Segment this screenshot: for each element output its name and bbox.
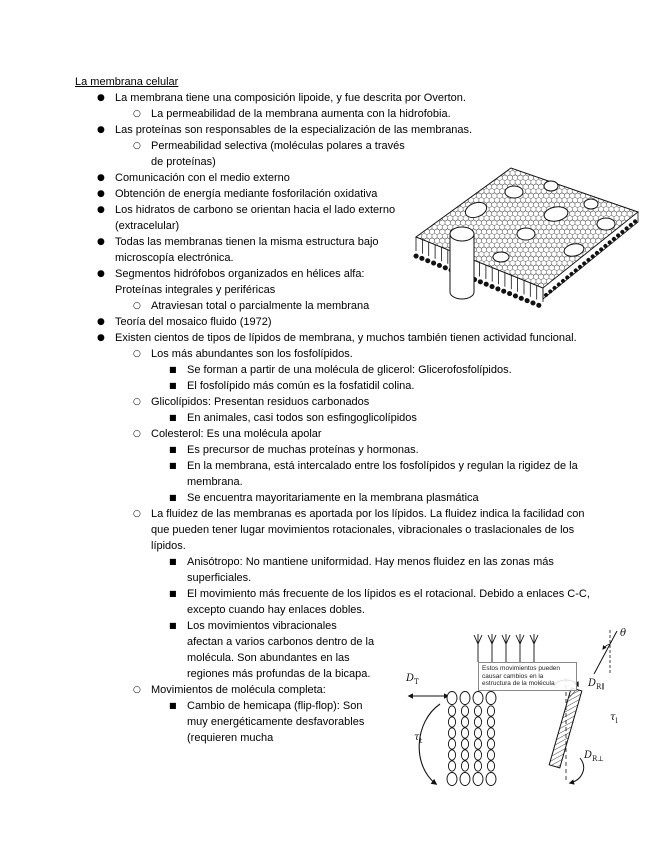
bullet-icon: ■: [169, 365, 177, 374]
bullet-icon: ●: [97, 237, 105, 247]
list-item-text: Los más abundantes son los fosfolípidos.: [151, 348, 353, 360]
rod-molecule: [549, 688, 582, 768]
list-item: [75, 682, 375, 698]
list-item: [75, 186, 405, 202]
bullet-icon: ○: [133, 109, 141, 119]
bullet-icon: ■: [169, 557, 177, 566]
list-item-text: En animales, casi todos son esfingoglicolípidos: [187, 412, 417, 424]
list-item: [75, 122, 595, 138]
list-item-text: Glicolípidos: Presentan residuos carbonados: [151, 396, 370, 408]
list-item-text: Todas las membranas tienen la misma estructura bajo microscopía electrónica.: [115, 236, 379, 264]
list-item-text: Los hidratos de carbono se orientan hacia el lado externo (extracelular): [115, 204, 396, 232]
list-item-text: Los movimientos vibracionales afectan a varios carbonos dentro de la molécula. Son abundantes en las regiones más profundas de la bicapa.: [187, 620, 375, 680]
list-item: [75, 554, 595, 586]
list-item-text: Colesterol: Es una molécula apolar: [151, 428, 322, 440]
list-item-text: El movimiento más frecuente de los lípidos es el rotacional. Debido a enlaces C-C, excepto cuando hay enlaces dobles.: [187, 588, 590, 616]
list-item: [75, 490, 595, 506]
list-item-text: Cambio de hemicapa (flip-flop): Son muy energéticamente desfavorables (requieren mucha: [187, 700, 365, 744]
bullet-icon: ●: [97, 173, 105, 183]
bullet-icon: ■: [169, 461, 177, 470]
list-item-text: La permeabilidad de la membrana aumenta con la hidrofobia.: [151, 108, 451, 120]
list-item: [75, 90, 595, 106]
bullet-icon: ○: [133, 349, 141, 359]
list-item: [75, 698, 367, 746]
list-item-text: En la membrana, está intercalado entre los fosfolípidos y regulan la rigidez de la membrana.: [187, 460, 578, 488]
bullet-icon: ■: [169, 701, 177, 710]
list-item: [75, 138, 405, 170]
bullet-icon: ■: [169, 589, 177, 598]
list-item: [75, 202, 405, 234]
list-item-text: Teoría del mosaico fluido (1972): [115, 316, 272, 328]
label-tau-t: $\tau_t$: [414, 732, 423, 745]
bullet-icon: ○: [133, 685, 141, 695]
list-item: [75, 442, 595, 458]
list-item: [75, 106, 595, 122]
list-item-text: Movimientos de molécula completa:: [151, 684, 326, 696]
list-item-text: El fosfolípido más común es la fosfatidil colina.: [187, 380, 415, 392]
headgroup-combs: [474, 634, 538, 662]
list-item: [75, 586, 595, 618]
list-item-text: Comunicación con el medio externo: [115, 172, 290, 184]
list-item-text: Las proteínas son responsables de la especialización de las membranas.: [115, 124, 473, 136]
list-item: [75, 394, 595, 410]
list-item: [75, 170, 405, 186]
list-item-text: Obtención de energía mediante fosforilación oxidativa: [115, 188, 378, 200]
lipid-movements-figure: [404, 626, 648, 808]
list-item-text: Anisótropo: No mantiene uniformidad. Hay menos fluidez en las zonas más superficiales.: [187, 556, 554, 584]
list-item: [75, 426, 595, 442]
list-item: [75, 346, 595, 362]
bullet-icon: ○: [133, 141, 141, 151]
list-item: [75, 458, 595, 490]
list-item: [75, 618, 375, 682]
list-item-text: Se encuentra mayoritariamente en la membrana plasmática: [187, 492, 479, 504]
list-item-text: Existen cientos de tipos de lípidos de membrana, y muchos también tienen actividad funcional.: [115, 332, 577, 344]
list-item-text: La fluidez de las membranas es aportada por los lípidos. La fluidez indica la facilidad con que pueden tener lugar movimientos rotacionales, vibracionales o traslacionales de los lípidos.: [151, 508, 585, 552]
bullet-icon: ■: [169, 493, 177, 502]
bullet-icon: ○: [133, 301, 141, 311]
list-item: [75, 506, 595, 554]
list-item: [75, 298, 405, 314]
bullet-icon: ○: [133, 429, 141, 439]
list-item-text: Permeabilidad selectiva (moléculas polares a través de proteínas): [151, 140, 405, 168]
list-item: [75, 410, 595, 426]
bullet-icon: ●: [97, 93, 105, 103]
bullet-icon: ○: [133, 397, 141, 407]
bullet-icon: ●: [97, 317, 105, 327]
label-dr-parallel: $D_{R\parallel}$: [588, 678, 605, 691]
bullet-icon: ●: [97, 269, 105, 279]
membrane-bilayer-figure: [406, 162, 645, 324]
figure-annotation: Estos movimientos pueden causar cambios en la estructura de la molécula: [478, 662, 577, 691]
label-theta: θ: [620, 628, 627, 639]
bullet-icon: ●: [97, 125, 105, 135]
list-item: [75, 234, 405, 266]
list-item-text: La membrana tiene una composición lipoide, y fue descrita por Overton.: [115, 92, 466, 104]
integral-protein-cylinder: [450, 227, 474, 299]
lipid-chains: [447, 692, 496, 786]
label-tau-l: $\tau_l$: [610, 712, 618, 725]
bullet-icon: ■: [169, 445, 177, 454]
bullet-icon: ■: [169, 413, 177, 422]
page-title: La membrana celular: [75, 76, 179, 88]
list-item: [75, 378, 595, 394]
list-item-text: Es precursor de muchas proteínas y hormonas.: [187, 444, 419, 456]
list-item-text: Se forman a partir de una molécula de glicerol: Glicerofosfolípidos.: [187, 364, 512, 376]
list-item: [75, 314, 405, 330]
list-item: [75, 362, 595, 378]
list-item-text: Atraviesan total o parcialmente la membrana: [151, 300, 370, 312]
bullet-icon: ○: [133, 509, 141, 519]
bullet-icon: ■: [169, 381, 177, 390]
bullet-icon: ●: [97, 189, 105, 199]
bullet-icon: ●: [97, 333, 105, 343]
membrane-illustration-svg: [406, 162, 645, 324]
list-item: [75, 266, 405, 298]
list-item-text: Segmentos hidrófobos organizados en hélices alfa: Proteínas integrales y periféricas: [115, 268, 365, 296]
label-dt: $D_T$: [406, 673, 419, 686]
bullet-icon: ■: [169, 621, 177, 630]
bullet-icon: ●: [97, 205, 105, 215]
list-item: [75, 330, 595, 346]
label-dr-perpendicular: $D_{R\perp}$: [584, 750, 604, 763]
